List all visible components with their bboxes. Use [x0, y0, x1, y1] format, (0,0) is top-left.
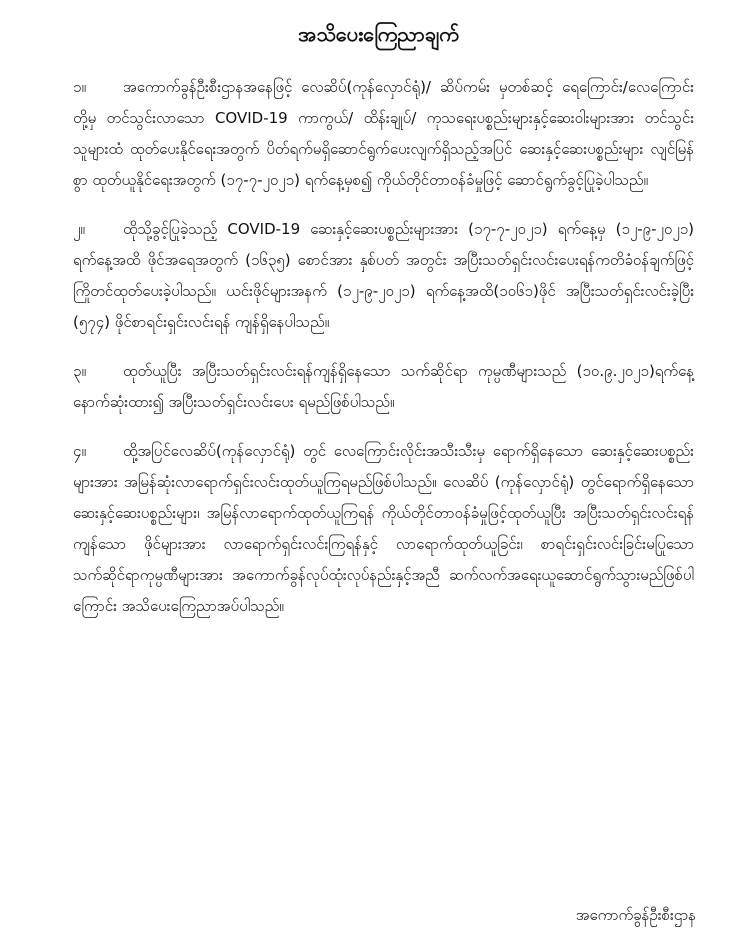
- paragraph-text: ထုတ်ယူပြီး အပြီးသတ်ရှင်းလင်းရန်ကျန်ရှိနေသော သက်ဆိုင်ရာ ကုမ္ပဏီများသည် (၁၀.၉.၂၀၂၁)ရက်နေ့ နောက်ဆုံးထား၍ အပြီးသတ်ရှင်းလင်းပေး ရမည်ဖြစ်ပါသည်။: [73, 362, 694, 411]
- paragraph-number: ၂။: [73, 220, 85, 238]
- paragraph-number: ၃။: [73, 362, 86, 380]
- paragraph-3: [73, 356, 694, 418]
- paragraph-number: ၁။: [73, 78, 86, 96]
- paragraph-text: ထို့အပြင်လေဆိပ်(ကုန်လှောင်ရုံ) တွင် လေကြောင်းလိုင်းအသီးသီးမှ ရောက်ရှိနေသော ဆေးနှင့်ဆေးပစ္စည်းများအား အမြန်ဆုံးလာရောက်ရှင်းလင်းထုတ်ယူကြရမည်ဖြစ်ပါသည်။ လေဆိပ် (ကုန်လှောင်ရုံ) တွင်ရောက်ရှိနေသော ဆေးနှင့်ဆေးပစ္စည်းများ၊ အမြန်လာရောက်ထုတ်ယူကြရန် ကိုယ်တိုင်တာဝန်ခံမှုဖြင့်ထုတ်ယူပြီး အပြီးသတ်ရှင်းလင်းရန်ကျန်သော ဖိုင်များအား လာရောက်ရှင်းလင်းကြရန်နှင့် လာရောက်ထုတ်ယူခြင်း၊ စာရင်းရှင်းလင်းခြင်းမပြုသော သက်ဆိုင်ရာကုမ္ပဏီများအား အကောက်ခွန်လုပ်ထုံးလုပ်နည်းနှင့်အညီ ဆက်လက်အရေးယူဆောင်ရွက်သွားမည်ဖြစ်ပါကြောင်း အသိပေးကြေညာအပ်ပါသည်။: [73, 442, 694, 615]
- paragraph-2: [73, 214, 694, 338]
- signature: အကောက်ခွန်ဦးစီးဌာန: [575, 906, 696, 924]
- paragraph-4: [73, 436, 694, 622]
- paragraph-number: ၄။: [73, 442, 86, 460]
- paragraph-text: အကောက်ခွန်ဦးစီးဌာနအနေဖြင့် လေဆိပ်(ကုန်လှောင်ရုံ)/ ဆိပ်ကမ်း မှတစ်ဆင့် ရေကြောင်း/လေကြောင်း တို့မှ တင်သွင်းလာသော COVID-19 ကာကွယ်/ ထိန်းချုပ်/ ကုသရေးပစ္စည်းများနှင့်ဆေးဝါးများအား တင်သွင်းသူများထံ ထုတ်ပေးနိုင်ရေးအတွက် ပိတ်ရက်မရှိဆောင်ရွက်ပေးလျက်ရှိသည့်အပြင် ဆေးနှင့်ဆေးပစ္စည်းများ လျင်မြန်စွာ ထုတ်ယူနိုင်ရေးအတွက် (၁၇-၇-၂၀၂၁) ရက်နေ့မှစ၍ ကိုယ်တိုင်တာဝန်ခံမှုဖြင့် ဆောင်ရွက်ခွင့်ပြုခဲ့ပါသည်။: [73, 78, 694, 189]
- document-title: အသိပေးကြေညာချက်: [298, 22, 459, 46]
- paragraph-text: ထိုသို့ခွင့်ပြုခဲ့သည့် COVID-19 ဆေးနှင့်ဆေးပစ္စည်းများအား (၁၇-၇-၂၀၂၁) ရက်နေ့မှ (၁၂-၉-၂၀၂၁) ရက်နေ့အထိ ဖိုင်အရေအတွက် (၁၆၃၅) စောင်အား နှစ်ပတ် အတွင်း အပြီးသတ်ရှင်းလင်းပေးရန်ကတိခံဝန်ချက်ဖြင့် ကြိုတင်ထုတ်ပေးခဲ့ပါသည်။ ယင်းဖိုင်များအနက် (၁၂-၉-၂၀၂၁) ရက်နေ့အထိ(၁၀၆၁)ဖိုင် အပြီးသတ်ရှင်းလင်းခဲ့ပြီး (၅၇၄) ဖိုင်စာရင်းရှင်းလင်းရန် ကျန်ရှိနေပါသည်။: [73, 220, 694, 331]
- paragraph-1: [73, 72, 694, 196]
